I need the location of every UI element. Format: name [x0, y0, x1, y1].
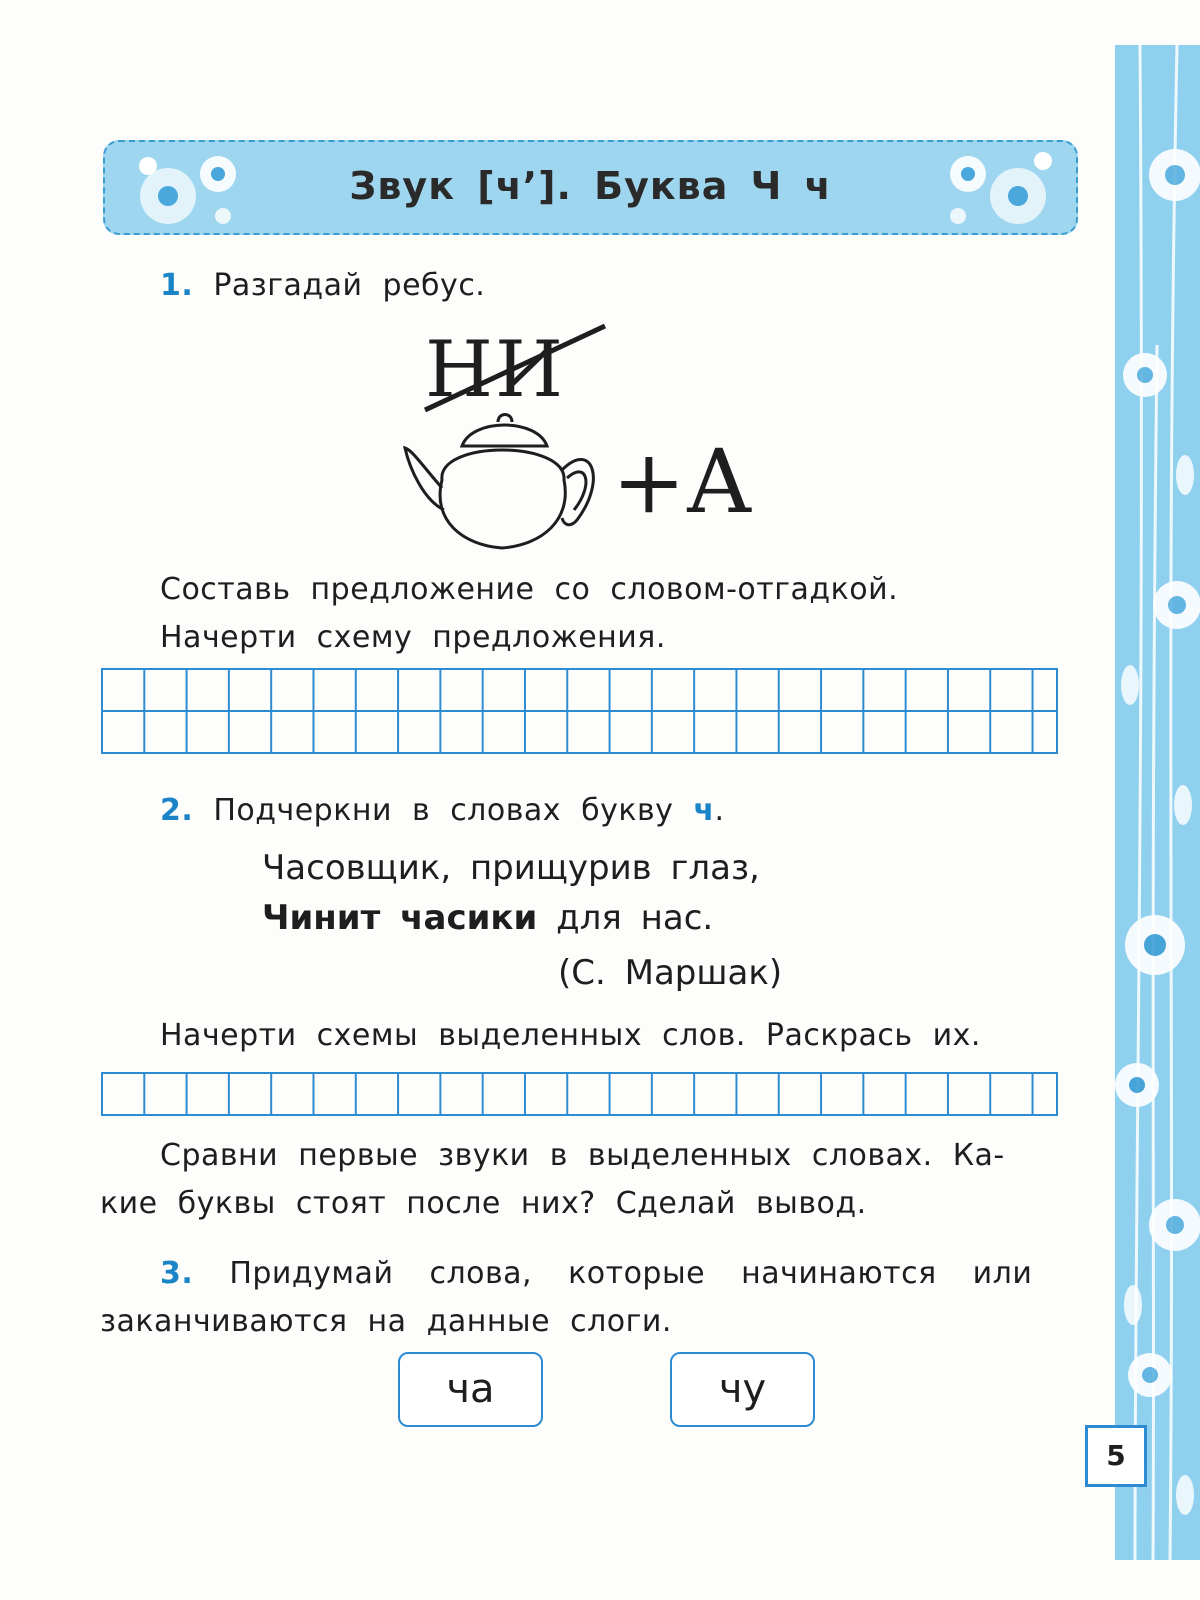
- page-number: 5: [1085, 1425, 1147, 1487]
- task2-compare-line1: Сравни первые звуки в выделенных словах. Ка-: [160, 1138, 1005, 1173]
- poem-line-1: Часовщик, прищурив глаз,: [262, 848, 760, 888]
- poem-bold-words: Чинит часики: [262, 898, 538, 938]
- highlight-letter: ч: [693, 793, 715, 828]
- poem-line-2: [262, 898, 713, 938]
- task2-heading: 2. Подчеркни в словах букву ч.: [160, 793, 725, 828]
- syllable-box-cha: ча: [398, 1352, 543, 1427]
- task3-line2: заканчиваются на данные слоги.: [100, 1304, 672, 1339]
- writing-grid-sentence[interactable]: [101, 668, 1058, 754]
- decorative-side-strip: [1115, 45, 1200, 1560]
- writing-grid-schemes[interactable]: [101, 1072, 1058, 1116]
- task-number: 2.: [160, 793, 194, 828]
- rebus-plus-letter: +А: [612, 430, 753, 533]
- task-number: 1.: [160, 268, 194, 303]
- task3-heading: [160, 1256, 1032, 1291]
- task3-line1: Придумай слова, которые начинаются или: [229, 1256, 1033, 1291]
- poem-rest: для нас.: [556, 898, 714, 938]
- task1-line1: Составь предложение со словом-отгадкой.: [160, 572, 899, 607]
- task-number: 3.: [160, 1256, 194, 1291]
- teapot-icon: [402, 410, 607, 555]
- strike-through-line: [415, 318, 615, 418]
- task1-heading: [160, 268, 485, 303]
- page-title: Звук [ч’]. Буква Ч ч: [349, 164, 832, 208]
- rebus-crossed-letters: НИ: [425, 325, 566, 415]
- poem-author: (С. Маршак): [558, 953, 783, 993]
- task1-line2: Начерти схему предложения.: [160, 620, 666, 655]
- syllable-box-chu: чу: [670, 1352, 815, 1427]
- header-banner: [103, 140, 1078, 235]
- task2-instruction: Подчеркни в словах букву: [213, 793, 674, 828]
- task2-schemes-line: Начерти схемы выделенных слов. Раскрась их.: [160, 1018, 981, 1053]
- flower-decoration-right-icon: [938, 146, 1058, 231]
- task1-instruction: Разгадай ребус.: [213, 268, 486, 303]
- task2-compare-line2: кие буквы стоят после них? Сделай вывод.: [100, 1186, 867, 1221]
